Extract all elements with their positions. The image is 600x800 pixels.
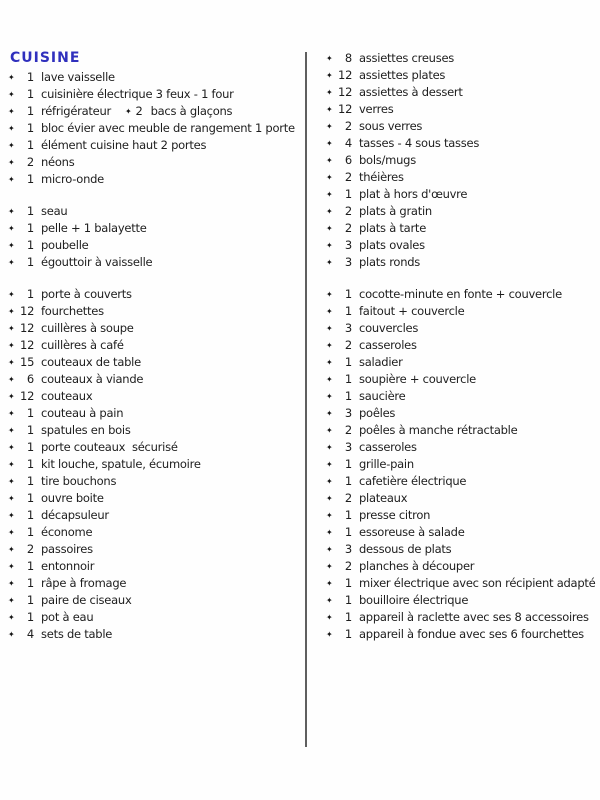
list-item: [326, 371, 598, 388]
item-label: décapsuleur: [41, 508, 109, 522]
item-label: mixer électrique avec son récipient adapté: [359, 576, 596, 590]
item-label: dessous de plats: [359, 542, 452, 556]
item-label: micro-onde: [41, 172, 105, 186]
item-label: plats ovales: [359, 238, 425, 252]
item-label: cuisinière électrique 3 feux - 1 four: [41, 87, 234, 101]
item-label: entonnoir: [41, 559, 95, 573]
item-quantity: 2: [344, 423, 352, 437]
bullet-icon: ✦: [8, 545, 15, 554]
item-quantity: 1: [26, 491, 34, 505]
item-label: couteaux à viande: [41, 372, 144, 386]
item-label: assiettes creuses: [359, 51, 455, 65]
item-quantity: 12: [20, 389, 35, 403]
bullet-icon: ✦: [8, 290, 15, 299]
bullet-icon: ✦: [326, 630, 333, 639]
list-item: [8, 592, 304, 609]
bullet-icon: ✦: [8, 562, 15, 571]
list-item: [8, 490, 304, 507]
list-item: [8, 388, 304, 405]
bullet-icon: ✦: [8, 258, 15, 267]
item-quantity: 1: [344, 627, 352, 641]
item-group: [8, 203, 304, 271]
list-item: [326, 169, 598, 186]
item-label: passoires: [41, 542, 93, 556]
item-label: cafetière électrique: [359, 474, 467, 488]
list-item: [8, 439, 304, 456]
list-item: [8, 286, 304, 303]
item-group: [8, 286, 304, 643]
list-item: [8, 541, 304, 558]
list-item: [326, 135, 598, 152]
item-quantity: 1: [26, 138, 34, 152]
list-item: [326, 405, 598, 422]
list-item: [326, 575, 598, 592]
item-label: kit louche, spatule, écumoire: [41, 457, 201, 471]
list-item: [8, 103, 304, 120]
bullet-icon: ✦: [326, 511, 333, 520]
item-quantity: 4: [344, 136, 352, 150]
item-quantity: 1: [344, 457, 352, 471]
right-item-list: [326, 50, 598, 643]
item-quantity: 2: [344, 170, 352, 184]
item-quantity: 1: [26, 172, 34, 186]
bullet-icon: ✦: [326, 258, 333, 267]
list-item: [326, 354, 598, 371]
list-item: [326, 626, 598, 643]
item-label: poêles: [359, 406, 396, 420]
item-label: presse citron: [359, 508, 431, 522]
page-title: CUISINE: [10, 50, 81, 66]
bullet-icon: ✦: [8, 375, 15, 384]
item-quantity: 1: [26, 221, 34, 235]
list-item: [8, 203, 304, 220]
bullet-icon: ✦: [326, 105, 333, 114]
list-item: [326, 67, 598, 84]
list-item: [326, 524, 598, 541]
item-quantity: 1: [26, 287, 34, 301]
list-item: [8, 575, 304, 592]
item-quantity: 1: [344, 610, 352, 624]
list-item: [8, 371, 304, 388]
item-label: ouvre boite: [41, 491, 104, 505]
bullet-icon: ✦: [326, 207, 333, 216]
item-quantity: 2: [135, 104, 143, 118]
bullet-icon: ✦: [8, 341, 15, 350]
item-quantity: 3: [344, 542, 352, 556]
bullet-icon: ✦: [8, 324, 15, 333]
bullet-icon: ✦: [8, 124, 15, 133]
list-item: [326, 303, 598, 320]
item-quantity: 12: [20, 321, 35, 335]
list-item: [8, 456, 304, 473]
bullet-icon: ✦: [326, 139, 333, 148]
list-item: [326, 422, 598, 439]
list-item: [326, 50, 598, 67]
item-quantity: 1: [344, 525, 352, 539]
item-quantity: 2: [344, 491, 352, 505]
item-label: fourchettes: [41, 304, 104, 318]
item-quantity: 1: [344, 576, 352, 590]
bullet-icon: ✦: [8, 596, 15, 605]
left-column: [8, 48, 304, 643]
item-quantity: 1: [26, 440, 34, 454]
bullet-icon: ✦: [8, 426, 15, 435]
item-quantity: 2: [26, 542, 34, 556]
item-quantity: 3: [344, 440, 352, 454]
item-quantity: 1: [344, 355, 352, 369]
list-item: [326, 456, 598, 473]
list-item: [326, 220, 598, 237]
list-item: [326, 101, 598, 118]
item-quantity: 12: [338, 102, 353, 116]
item-quantity: 1: [344, 389, 352, 403]
item-quantity: 1: [26, 593, 34, 607]
item-label: cuillères à café: [41, 338, 124, 352]
bullet-icon: ✦: [326, 290, 333, 299]
bullet-icon: ✦: [326, 562, 333, 571]
list-item: [326, 337, 598, 354]
item-label: lave vaisselle: [41, 70, 115, 84]
item-quantity: 1: [344, 287, 352, 301]
item-group: [326, 286, 598, 643]
list-item: [326, 541, 598, 558]
item-quantity: 2: [344, 221, 352, 235]
bullet-icon: ✦: [8, 224, 15, 233]
item-label: couteau à pain: [41, 406, 124, 420]
bullet-icon: ✦: [8, 511, 15, 520]
list-item: [326, 152, 598, 169]
right-column: [326, 50, 598, 643]
item-quantity: 1: [26, 204, 34, 218]
item-quantity: 1: [26, 255, 34, 269]
list-item: [326, 558, 598, 575]
item-quantity: 1: [26, 559, 34, 573]
bullet-icon: ✦: [326, 613, 333, 622]
item-label: poubelle: [41, 238, 89, 252]
item-quantity: 4: [26, 627, 34, 641]
item-label: couteaux: [41, 389, 93, 403]
item-label: planches à découper: [359, 559, 475, 573]
item-quantity: 1: [26, 457, 34, 471]
list-item: [8, 69, 304, 86]
item-label: assiettes plates: [359, 68, 446, 82]
item-label: essoreuse à salade: [359, 525, 465, 539]
bullet-icon: ✦: [326, 460, 333, 469]
item-label: porte à couverts: [41, 287, 132, 301]
bullet-icon: ✦: [326, 122, 333, 131]
list-item: [8, 524, 304, 541]
item-quantity: 1: [26, 406, 34, 420]
list-item: [8, 320, 304, 337]
list-item: [326, 84, 598, 101]
list-item: [326, 592, 598, 609]
bullet-icon: ✦: [326, 307, 333, 316]
item-label: poêles à manche rétractable: [359, 423, 518, 437]
list-item: [326, 286, 598, 303]
list-item: [8, 86, 304, 103]
item-label: grille-pain: [359, 457, 414, 471]
item-label: élément cuisine haut 2 portes: [41, 138, 207, 152]
item-quantity: 12: [338, 85, 353, 99]
item-quantity: 1: [26, 104, 34, 118]
item-label: appareil à raclette avec ses 8 accessoires: [359, 610, 589, 624]
item-quantity: 12: [338, 68, 353, 82]
item-label: porte couteaux sécurisé: [41, 440, 178, 454]
bullet-icon: ✦: [8, 613, 15, 622]
bullet-icon: ✦: [8, 392, 15, 401]
item-quantity: 6: [344, 153, 352, 167]
bullet-icon: ✦: [8, 207, 15, 216]
list-item: [8, 507, 304, 524]
item-quantity: 3: [344, 238, 352, 252]
list-item: [326, 186, 598, 203]
item-label: plateaux: [359, 491, 408, 505]
item-label: spatules en bois: [41, 423, 131, 437]
item-label: cuillères à soupe: [41, 321, 134, 335]
bullet-icon: ✦: [326, 224, 333, 233]
bullet-icon: ✦: [326, 494, 333, 503]
item-label: verres: [359, 102, 394, 116]
bullet-icon: ✦: [8, 528, 15, 537]
item-label: soupière + couvercle: [359, 372, 476, 386]
list-item: [8, 405, 304, 422]
item-quantity: 1: [344, 508, 352, 522]
bullet-icon: ✦: [125, 107, 132, 116]
bullet-icon: ✦: [8, 460, 15, 469]
item-label: assiettes à dessert: [359, 85, 463, 99]
item-quantity: 1: [26, 87, 34, 101]
item-label: couvercles: [359, 321, 419, 335]
item-label: égouttoir à vaisselle: [41, 255, 153, 269]
column-divider: [305, 52, 307, 747]
bullet-icon: ✦: [326, 190, 333, 199]
list-item: [326, 490, 598, 507]
item-quantity: 1: [26, 508, 34, 522]
item-quantity: 1: [26, 474, 34, 488]
item-label: pot à eau: [41, 610, 94, 624]
bullet-icon: ✦: [8, 241, 15, 250]
bullet-icon: ✦: [8, 477, 15, 486]
item-quantity: 1: [344, 304, 352, 318]
item-quantity: 2: [344, 559, 352, 573]
bullet-icon: ✦: [8, 443, 15, 452]
item-label: bols/mugs: [359, 153, 416, 167]
item-label: râpe à fromage: [41, 576, 127, 590]
bullet-icon: ✦: [326, 358, 333, 367]
item-label: économe: [41, 525, 93, 539]
list-item: [8, 303, 304, 320]
bullet-icon: ✦: [326, 426, 333, 435]
list-item: [326, 118, 598, 135]
bullet-icon: ✦: [8, 158, 15, 167]
bullet-icon: ✦: [326, 54, 333, 63]
item-quantity: 1: [26, 121, 34, 135]
item-quantity: 6: [26, 372, 34, 386]
item-quantity: 2: [344, 204, 352, 218]
item-quantity: 1: [26, 610, 34, 624]
list-item: [8, 220, 304, 237]
list-item: [8, 473, 304, 490]
item-quantity: 1: [26, 70, 34, 84]
item-label: bloc évier avec meuble de rangement 1 porte: [41, 121, 295, 135]
item-quantity: 1: [26, 576, 34, 590]
bullet-icon: ✦: [326, 241, 333, 250]
list-item: [8, 254, 304, 271]
item-quantity: 3: [344, 321, 352, 335]
item-quantity: 3: [344, 406, 352, 420]
item-label: plats à tarte: [359, 221, 427, 235]
list-item: [8, 171, 304, 188]
bullet-icon: ✦: [8, 358, 15, 367]
item-quantity: 12: [20, 338, 35, 352]
item-quantity: 3: [344, 255, 352, 269]
bullet-icon: ✦: [326, 528, 333, 537]
bullet-icon: ✦: [326, 341, 333, 350]
item-label: bouilloire électrique: [359, 593, 469, 607]
item-quantity: 2: [344, 338, 352, 352]
item-label: tasses - 4 sous tasses: [359, 136, 480, 150]
bullet-icon: ✦: [326, 71, 333, 80]
item-label: tire bouchons: [41, 474, 117, 488]
item-quantity: 12: [20, 304, 35, 318]
item-quantity: 1: [344, 372, 352, 386]
item-group: [326, 50, 598, 271]
item-label: bacs à glaçons: [150, 104, 233, 118]
item-label: néons: [41, 155, 75, 169]
list-item: [8, 558, 304, 575]
item-label: sous verres: [359, 119, 423, 133]
list-item: [326, 388, 598, 405]
item-label: plats à gratin: [359, 204, 432, 218]
item-quantity: 1: [26, 525, 34, 539]
list-item: [326, 507, 598, 524]
list-item: [8, 626, 304, 643]
item-label: seau: [41, 204, 68, 218]
bullet-icon: ✦: [8, 579, 15, 588]
item-label: paire de ciseaux: [41, 593, 132, 607]
list-item: [8, 154, 304, 171]
list-item: [8, 137, 304, 154]
list-item: [326, 237, 598, 254]
item-label: saucière: [359, 389, 406, 403]
item-quantity: 15: [20, 355, 35, 369]
item-label: pelle + 1 balayette: [41, 221, 147, 235]
item-quantity: 2: [26, 155, 34, 169]
item-label: faitout + couvercle: [359, 304, 465, 318]
list-item: [8, 354, 304, 371]
bullet-icon: ✦: [326, 324, 333, 333]
list-item: [326, 609, 598, 626]
bullet-icon: ✦: [326, 173, 333, 182]
item-group: [8, 69, 304, 188]
item-label: sets de table: [41, 627, 113, 641]
bullet-icon: ✦: [8, 107, 15, 116]
list-item: [8, 120, 304, 137]
bullet-icon: ✦: [326, 156, 333, 165]
bullet-icon: ✦: [326, 392, 333, 401]
item-label: couteaux de table: [41, 355, 141, 369]
list-item: [8, 237, 304, 254]
bullet-icon: ✦: [8, 307, 15, 316]
item-label: cocotte-minute en fonte + couvercle: [359, 287, 562, 301]
bullet-icon: ✦: [8, 141, 15, 150]
bullet-icon: ✦: [326, 443, 333, 452]
list-item: [326, 320, 598, 337]
bullet-icon: ✦: [8, 175, 15, 184]
bullet-icon: ✦: [326, 545, 333, 554]
bullet-icon: ✦: [326, 375, 333, 384]
item-label: casseroles: [359, 440, 417, 454]
list-item: [8, 337, 304, 354]
bullet-icon: ✦: [326, 579, 333, 588]
item-label: appareil à fondue avec ses 6 fourchettes: [359, 627, 584, 641]
bullet-icon: ✦: [8, 409, 15, 418]
bullet-icon: ✦: [8, 494, 15, 503]
list-item: [8, 422, 304, 439]
list-item: [326, 203, 598, 220]
item-quantity: 1: [26, 238, 34, 252]
bullet-icon: ✦: [8, 90, 15, 99]
item-label: réfrigérateur: [41, 104, 112, 118]
bullet-icon: ✦: [326, 596, 333, 605]
item-label: casseroles: [359, 338, 417, 352]
item-label: plat à hors d'œuvre: [359, 187, 468, 201]
item-label: plats ronds: [359, 255, 421, 269]
item-quantity: 1: [344, 474, 352, 488]
bullet-icon: ✦: [326, 477, 333, 486]
list-item: [326, 254, 598, 271]
item-label: saladier: [359, 355, 403, 369]
item-label: théières: [359, 170, 404, 184]
item-quantity: 1: [344, 593, 352, 607]
item-quantity: 1: [26, 423, 34, 437]
item-quantity: 8: [344, 51, 352, 65]
list-item: [8, 609, 304, 626]
list-item: [326, 473, 598, 490]
list-item: [326, 439, 598, 456]
bullet-icon: ✦: [326, 409, 333, 418]
left-item-list: [8, 69, 304, 643]
bullet-icon: ✦: [8, 73, 15, 82]
item-quantity: 2: [344, 119, 352, 133]
bullet-icon: ✦: [8, 630, 15, 639]
bullet-icon: ✦: [326, 88, 333, 97]
item-quantity: 1: [344, 187, 352, 201]
